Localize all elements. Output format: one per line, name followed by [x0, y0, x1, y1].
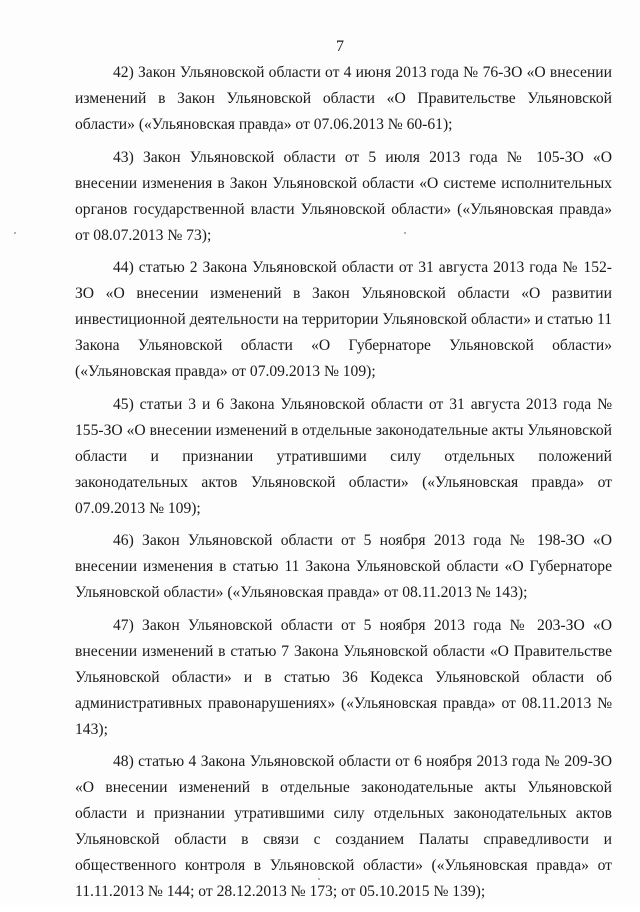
list-item-44: 44) статью 2 Закона Ульяновской области от 31 августа 2013 года № 152-ЗО «О внесении изменений в Закон Ульяновской области «О развитии инвестиционной деятельности на территории Ульяновской области» и статью 11 Закона Ульяновской области «О Губернаторе Ульяновской области» («Ульяновская правда» от 07.09.2013 № 109);: [75, 259, 612, 380]
scan-speck: [14, 232, 16, 234]
list-item-43: 43) Закон Ульяновской области от 5 июля 2013 года № 105-ЗО «О внесении изменения в Закон Ульяновской области «О системе исполнительных органов государственной власти Ульяновской области» («Ульяновская правда» от 08.07.2013 № 73);: [75, 148, 612, 244]
list-item-48: 48) статью 4 Закона Ульяновской области от 6 ноября 2013 года № 209-ЗО «О внесении изменений в отдельные законодательные акты Ульяновской области и признании утратившими силу отдельных законодательных актов Ульяновской области в связи с созданием Палаты справедливости и общественного контроля в Ульяновской области» («Ульяновская правда» от 11.11.2013 № 144; от 28.12.2013 № 173; от 05.10.2015 № 139);: [75, 753, 612, 900]
scan-speck: [318, 878, 320, 880]
list-item-45: 45) статьи 3 и 6 Закона Ульяновской области от 31 августа 2013 года № 155-ЗО «О внесении изменений в отдельные законодательные акты Ульяновской области и признании утратившими силу отдельных положений законодательных актов Ульяновской области» («Ульяновская правда» от 07.09.2013 № 109);: [75, 395, 612, 517]
page-number: 7: [336, 38, 344, 55]
document-body: [75, 60, 612, 912]
scan-speck: [404, 232, 406, 234]
list-item-42: 42) Закон Ульяновской области от 4 июня 2013 года № 76-ЗО «О внесении изменений в Закон Ульяновской области «О Правительстве Ульяновской области» («Ульяновская правда» от 07.06.2013 № 60-61);: [75, 64, 612, 133]
list-item-46: 46) Закон Ульяновской области от 5 ноября 2013 года № 198-ЗО «О внесении изменения в статью 11 Закона Ульяновской области «О Губернаторе Ульяновской области» («Ульяновская правда» от 08.11.2013 № 143);: [75, 532, 612, 601]
list-item-47: 47) Закон Ульяновской области от 5 ноября 2013 года № 203-ЗО «О внесении изменений в статью 7 Закона Ульяновской области «О Правительстве Ульяновской области» и в статью 36 Кодекса Ульяновской области об административных правонарушениях» («Ульяновская правда» от 08.11.2013 № 143);: [75, 616, 612, 738]
